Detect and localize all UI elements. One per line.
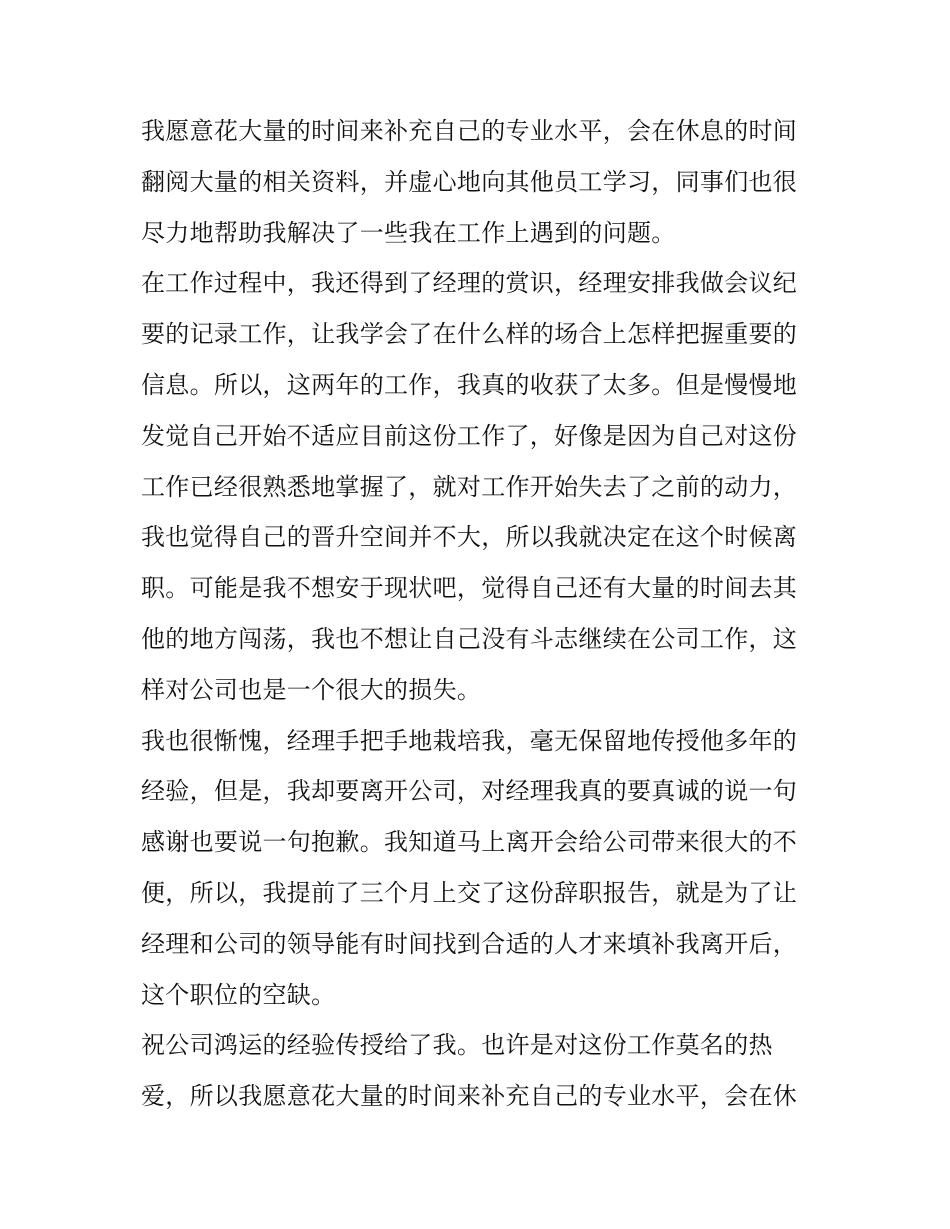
text-line: 尽力地帮助我解决了一些我在工作上遇到的问题。: [141, 218, 676, 247]
text-line: 我愿意花大量的时间来补充自己的专业水平，会在休息的时间: [141, 117, 798, 145]
text-line: 在工作过程中，我还得到了经理的赏识，经理安排我做会议纪: [141, 269, 798, 298]
text-line: 工作已经很熟悉地掌握了，就对工作开始失去了之前的动力，: [141, 472, 798, 501]
text-line: 要的记录工作，让我学会了在什么样的场合上怎样把握重要的: [141, 320, 798, 349]
text-line: 这个职位的空缺。: [141, 980, 336, 1009]
text-line: 发觉自己开始不适应目前这份工作了，好像是因为自己对这份: [141, 421, 798, 450]
text-line: 他的地方闯荡，我也不想让自己没有斗志继续在公司工作，这: [141, 624, 798, 653]
text-line: 经验，但是，我却要离开公司，对经理我真的要真诚的说一句: [141, 777, 798, 806]
text-line: 便，所以，我提前了三个月上交了这份辞职报告，就是为了让: [141, 878, 798, 907]
text-line: 翻阅大量的相关资料，并虚心地向其他员工学习，同事们也很: [141, 167, 798, 196]
text-line: 我也觉得自己的晋升空间并不大，所以我就决定在这个时候离: [141, 523, 798, 552]
text-line: 我也很惭愧，经理手把手地栽培我，毫无保留地传授他多年的: [141, 726, 798, 755]
text-line: 感谢也要说一句抱歉。我知道马上离开会给公司带来很大的不: [141, 828, 798, 857]
text-line: 经理和公司的领导能有时间找到合适的人才来填补我离开后，: [141, 929, 798, 958]
text-line: 祝公司鸿运的经验传授给了我。也许是对这份工作莫名的热: [141, 1031, 773, 1060]
text-line: 爱，所以我愿意花大量的时间来补充自己的专业水平，会在休: [141, 1082, 798, 1111]
text-line: 样对公司也是一个很大的损失。: [141, 675, 482, 704]
document-body: [141, 106, 821, 1122]
text-line: 职。可能是我不想安于现状吧，觉得自己还有大量的时间去其: [141, 574, 798, 603]
text-line: 信息。所以，这两年的工作，我真的收获了太多。但是慢慢地: [141, 370, 798, 399]
